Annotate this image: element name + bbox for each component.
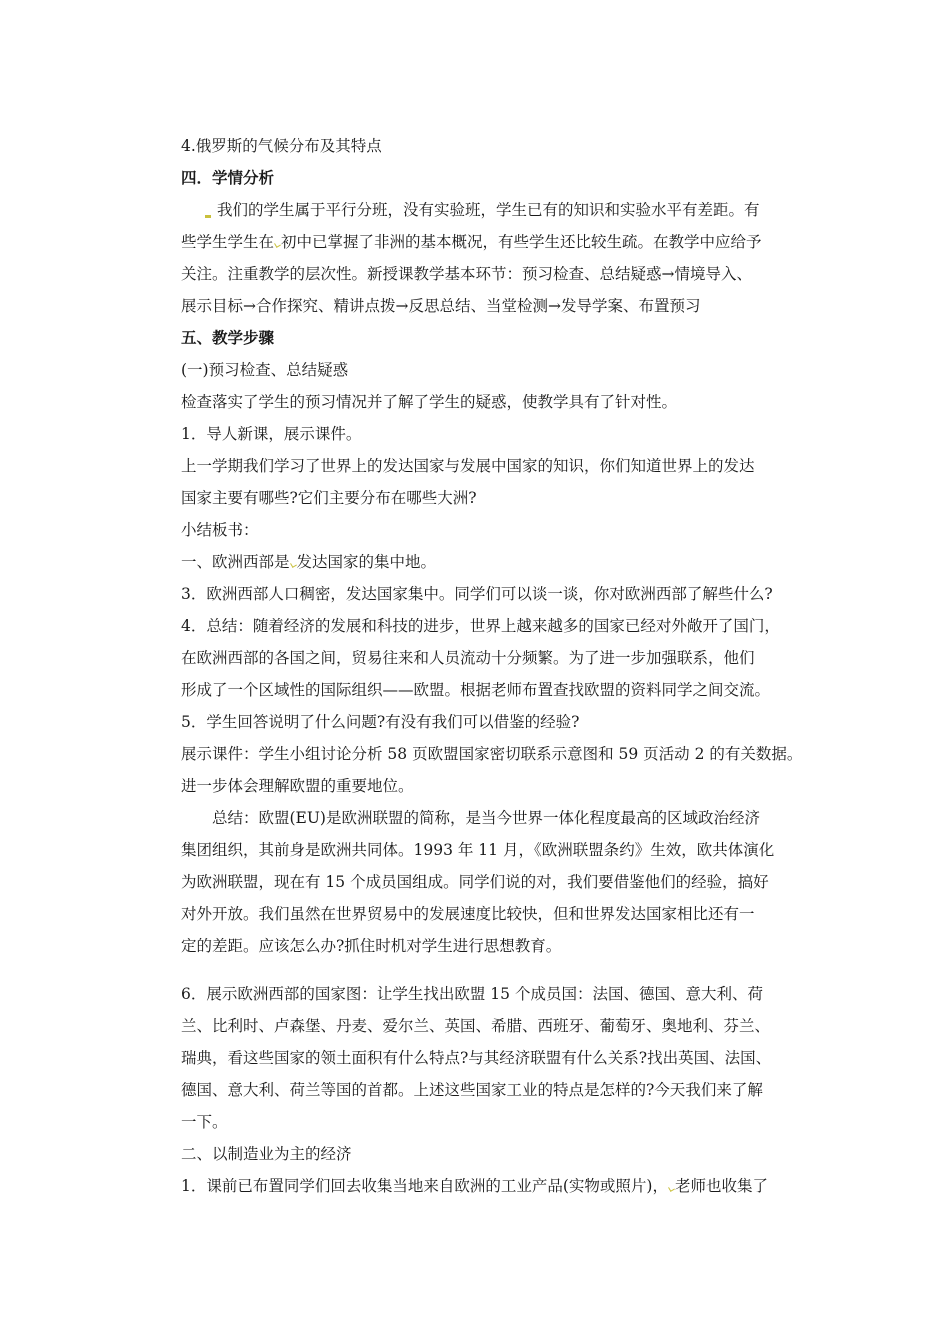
text-line: 检查落实了学生的预习情况并了解了学生的疑惑，使教学具有了针对性。 bbox=[181, 393, 678, 411]
annotation-tick-icon bbox=[290, 561, 297, 568]
text-line: 一下。 bbox=[181, 1113, 228, 1131]
text-line: 5．学生回答说明了什么问题?有没有我们可以借鉴的经验? bbox=[181, 713, 580, 731]
subsection-heading: (一)预习检查、总结疑惑 bbox=[181, 361, 349, 379]
text-line: 对外开放。我们虽然在世界贸易中的发展速度比较快，但和世界发达国家相比还有一 bbox=[181, 905, 755, 923]
text-line: 国家主要有哪些?它们主要分布在哪些大洲? bbox=[181, 489, 477, 507]
text-line: 进一步体会理解欧盟的重要地位。 bbox=[181, 777, 414, 795]
text-line: 总结：欧盟(EU)是欧洲联盟的简称，是当今世界一体化程度最高的区域政治经济 bbox=[212, 809, 760, 827]
text-line: 3．欧洲西部人口稠密，发达国家集中。同学们可以谈一谈，你对欧洲西部了解些什么? bbox=[181, 585, 773, 603]
subsection-heading: 二、以制造业为主的经济 bbox=[181, 1145, 352, 1163]
text-line: 上一学期我们学习了世界上的发达国家与发展中国家的知识，你们知道世界上的发达 bbox=[181, 457, 755, 475]
text-line: 关注。注重教学的层次性。新授课教学基本环节：预习检查、总结疑惑→情境导入、 bbox=[181, 265, 752, 283]
text-line: 集团组织，其前身是欧洲共同体。1993 年 11 月，《欧洲联盟条约》生效，欧共体演化 bbox=[181, 841, 775, 859]
text-line: 1．导人新课，展示课件。 bbox=[181, 425, 362, 443]
text-line: 6．展示欧洲西部的国家图：让学生找出欧盟 15 个成员国：法国、德国、意大利、荷 bbox=[181, 985, 763, 1003]
text-line: 在欧洲西部的各国之间，贸易往来和人员流动十分频繁。为了进一步加强联系，他们 bbox=[181, 649, 755, 667]
text-line: 小结板书： bbox=[181, 521, 259, 539]
section-heading: 五、教学步骤 bbox=[181, 329, 275, 347]
text-line: 一、欧洲西部是 发达国家的集中地。 bbox=[181, 553, 437, 571]
text-line: 德国、意大利、荷兰等国的首都。上述这些国家工业的特点是怎样的?今天我们来了解 bbox=[181, 1081, 763, 1099]
text-line: 4．总结：随着经济的发展和科技的进步，世界上越来越多的国家已经对外敞开了国门， bbox=[181, 617, 780, 635]
text-line: 展示课件：学生小组讨论分析 58 页欧盟国家密切联系示意图和 59 页活动 2 的有关数据。 bbox=[181, 745, 803, 763]
text-line: 4.俄罗斯的气候分布及其特点 bbox=[181, 137, 382, 155]
annotation-tick-icon bbox=[668, 1185, 675, 1192]
text-line: 兰、比利时、卢森堡、丹麦、爱尔兰、英国、希腊、西班牙、葡萄牙、奥地利、芬兰、 bbox=[181, 1017, 771, 1035]
text-line: 定的差距。应该怎么办?抓住时机对学生进行思想教育。 bbox=[181, 937, 562, 955]
text-line: 些学生学生在 初中已掌握了非洲的基本概况，有些学生还比较生疏。在教学中应给予 bbox=[181, 233, 762, 251]
text-line: 瑞典，看这些国家的领土面积有什么特点?与其经济联盟有什么关系?找出英国、法国、 bbox=[181, 1049, 772, 1067]
text-line: 我们的学生属于平行分班，没有实验班，学生已有的知识和实验水平有差距。有 bbox=[205, 200, 760, 220]
section-heading: 四．学情分析 bbox=[181, 169, 275, 187]
text-line: 展示目标→合作探究、精讲点拨→反思总结、当堂检测→发导学案、布置预习 bbox=[181, 297, 701, 315]
text-line: 形成了一个区域性的国际组织——欧盟。根据老师布置查找欧盟的资料同学之间交流。 bbox=[181, 681, 771, 699]
annotation-tick-icon bbox=[274, 241, 281, 248]
text-line: 1．课前已布置同学们回去收集当地来自欧洲的工业产品(实物或照片)， 老师也收集了 bbox=[181, 1177, 768, 1195]
annotation-mark-icon bbox=[205, 215, 211, 218]
text-line: 为欧洲联盟，现在有 15 个成员国组成。同学们说的对，我们要借鉴他们的经验，搞好 bbox=[181, 873, 769, 891]
